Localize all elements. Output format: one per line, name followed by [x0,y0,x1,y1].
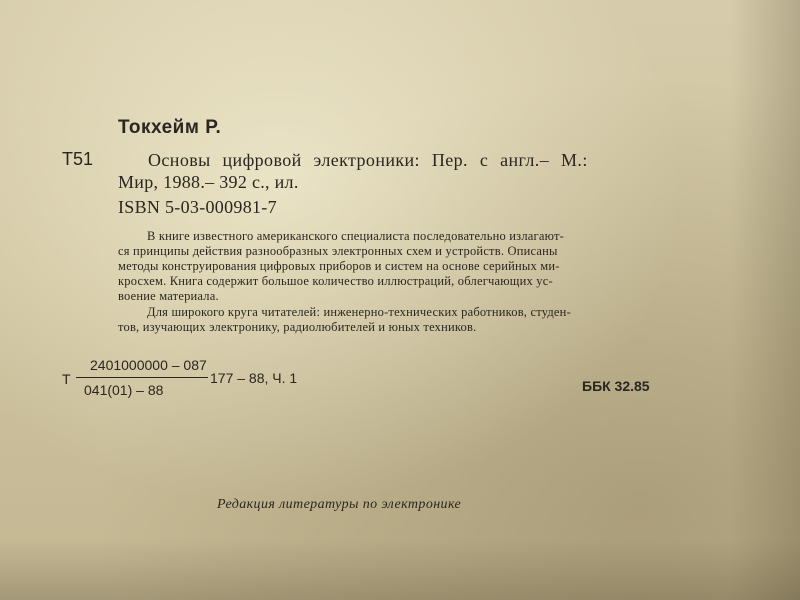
author-name: Токхейм Р. [118,117,222,138]
audience-line: тов, изучающих электронику, радиолюбителей и юных техников. [118,320,477,334]
bbk-code: ББК 32.85 [582,378,650,394]
audience-line: Для широкого круга читателей: инженерно-технических работников, студен- [147,305,571,319]
fraction-prefix: Т [62,371,71,387]
page-bottom-shadow [0,540,800,600]
fraction-numerator: 2401000000 – 087 [90,357,207,373]
fraction-suffix: 177 – 88, Ч. 1 [210,370,298,386]
fraction-denominator: 041(01) – 88 [84,382,164,398]
catalog-code: Т51 [62,149,94,169]
abstract-line: кросхем. Книга содержит большое количество иллюстраций, облегчающих ус- [118,274,553,288]
isbn: ISBN 5-03-000981-7 [118,197,277,217]
fraction-bar [76,377,208,378]
edition-note: Редакция литературы по электронике [217,497,462,512]
abstract-line: воение материала. [118,289,219,303]
page-edge-shadow [730,0,800,600]
abstract-line: В книге известного американского специалиста последовательно излагают- [147,229,564,243]
abstract-line: методы конструирования цифровых приборов и систем на основе серийных ми- [118,259,560,273]
abstract-line: ся принципы действия разнообразных электронных схем и устройств. Описаны [118,244,558,258]
title-line-2: Мир, 1988.– 392 с., ил. [118,172,299,192]
title-line-1: Основы цифровой электроники: Пер. с англ.– М.: [148,150,588,170]
